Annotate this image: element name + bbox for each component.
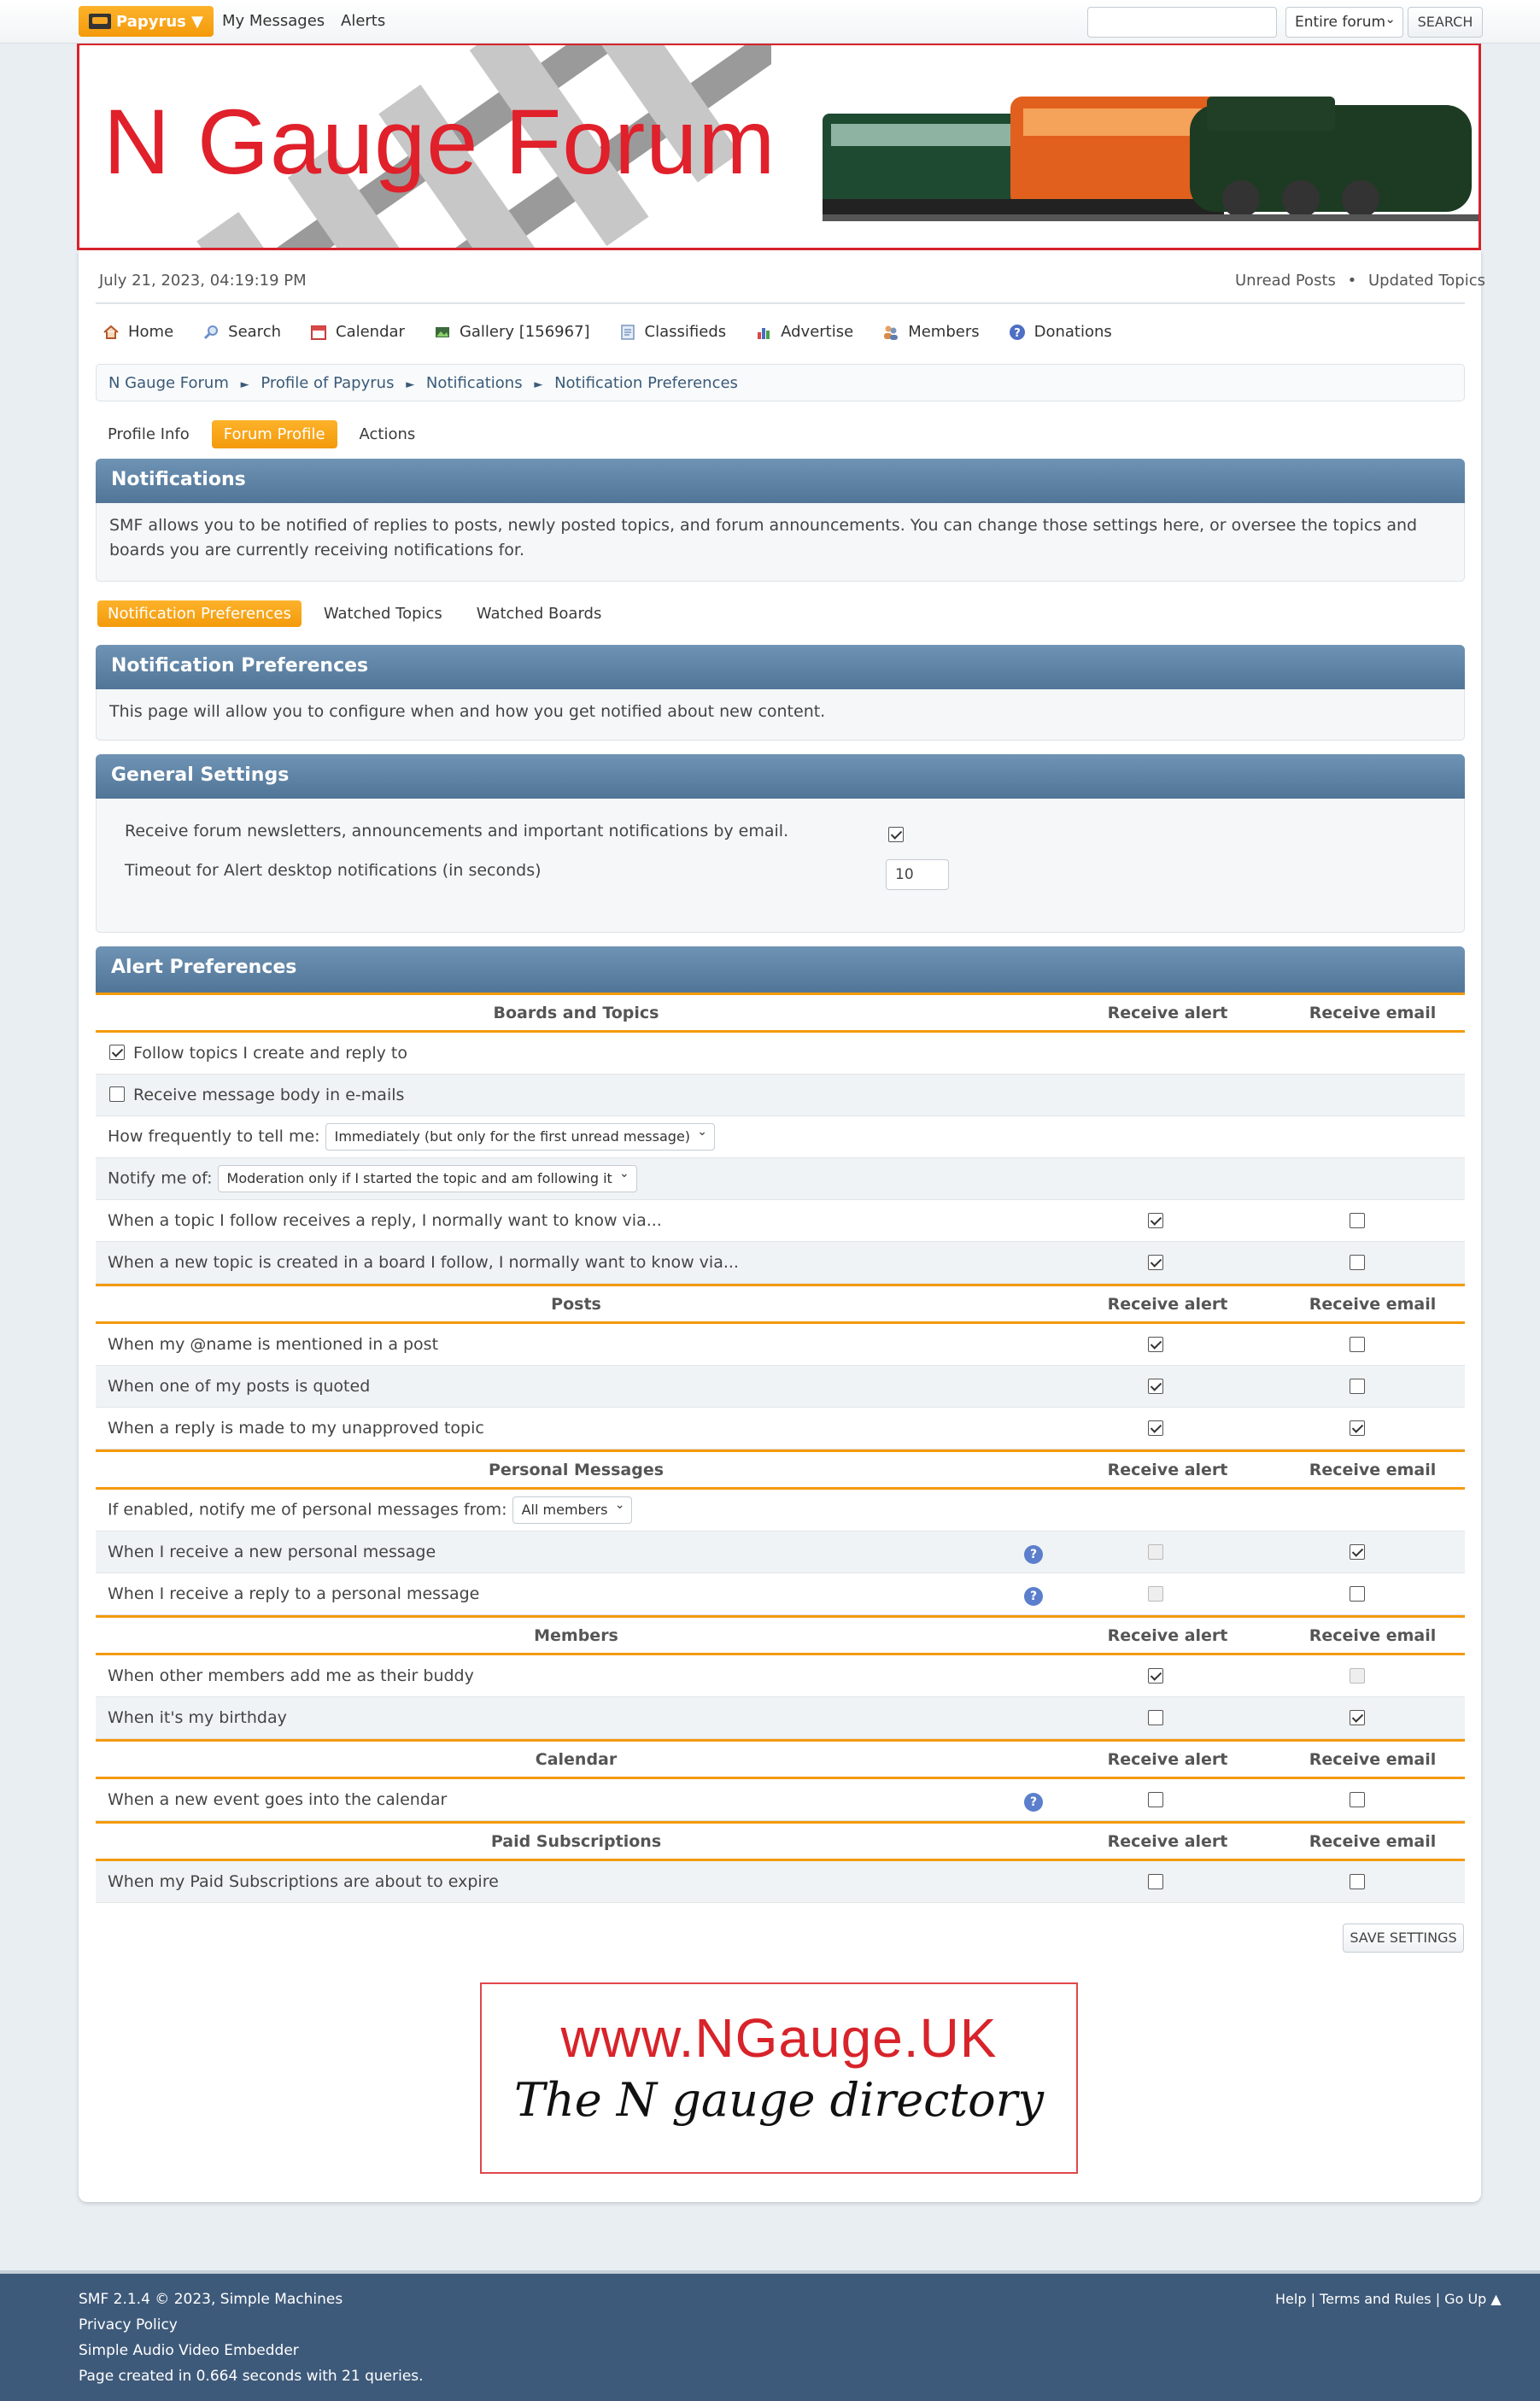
ad-tagline: The N gauge directory: [514, 2073, 1044, 2127]
timeout-label: Timeout for Alert desktop notifications (in seconds): [125, 861, 542, 880]
col-receive-alert: Receive alert: [1107, 1832, 1228, 1851]
section-header-posts: [96, 1284, 1465, 1324]
table-row: [96, 1490, 1465, 1531]
unapproved-alert-checkbox[interactable]: [1148, 1420, 1163, 1436]
embedder-link[interactable]: Simple Audio Video Embedder: [79, 2342, 299, 2359]
breadcrumb-sep: ►: [406, 378, 415, 391]
breadcrumb-sep: ►: [240, 378, 249, 391]
user-menu-button[interactable]: [79, 6, 214, 37]
table-row: [96, 1116, 1465, 1158]
topic-reply-alert-checkbox[interactable]: [1148, 1213, 1163, 1228]
footer-links: Help | Terms and Rules | Go Up ▲: [1275, 2291, 1502, 2307]
follow-topics-checkbox[interactable]: [109, 1045, 125, 1060]
menu-home-label: Home: [128, 323, 174, 341]
search-icon: [202, 324, 220, 341]
table-row: [96, 1324, 1465, 1366]
alert-preferences-table: [96, 993, 1465, 1903]
table-row: [96, 1075, 1465, 1116]
breadcrumb: [96, 364, 1465, 401]
section-header-boards: [96, 993, 1465, 1033]
menu-search[interactable]: [202, 323, 281, 341]
breadcrumb-sep: ►: [534, 378, 543, 391]
breadcrumb-notifications[interactable]: Notifications: [425, 374, 523, 392]
table-row: [96, 1531, 1465, 1573]
birthday-label: When it's my birthday: [108, 1708, 287, 1727]
my-messages-link[interactable]: My Messages: [222, 12, 325, 30]
notify-option: [108, 1165, 637, 1192]
ngauge-uk-ad[interactable]: [480, 1982, 1078, 2174]
tab-profile-info[interactable]: Profile Info: [108, 425, 190, 443]
reply-pm-email-checkbox[interactable]: [1350, 1586, 1365, 1602]
col-receive-alert: Receive alert: [1107, 1004, 1228, 1022]
updated-topics-link[interactable]: Updated Topics: [1367, 272, 1485, 290]
mention-label: When my @name is mentioned in a post: [108, 1335, 439, 1354]
paid-heading: Paid Subscriptions: [490, 1832, 662, 1851]
col-receive-email: Receive email: [1309, 1750, 1437, 1769]
help-link[interactable]: Help: [1275, 2291, 1307, 2307]
table-row: [96, 1242, 1465, 1284]
alert-preferences-header: Alert Preferences: [96, 946, 1465, 993]
home-icon: [102, 324, 120, 341]
classifieds-icon: [619, 324, 636, 341]
message-body-checkbox[interactable]: [109, 1086, 125, 1102]
menu-members-label: Members: [908, 323, 980, 341]
banner-title: N Gauge Forum: [103, 90, 776, 193]
new-topic-label: When a new topic is created in a board I follow, I normally want to know via...: [108, 1253, 739, 1272]
tab-notification-preferences[interactable]: Notification Preferences: [97, 600, 302, 627]
tab-watched-topics[interactable]: Watched Topics: [323, 605, 442, 623]
menu-members[interactable]: [882, 323, 979, 341]
buddy-label: When other members add me as their buddy: [108, 1666, 474, 1685]
help-icon[interactable]: ?: [1024, 1545, 1043, 1564]
notify-label: Notify me of:: [108, 1168, 213, 1188]
save-settings-button[interactable]: SAVE SETTINGS: [1343, 1924, 1464, 1953]
alerts-link[interactable]: Alerts: [341, 12, 386, 30]
trains-image: [814, 71, 1480, 233]
section-header-paid: [96, 1821, 1465, 1861]
preferences-header: Notification Preferences: [96, 645, 1465, 689]
col-receive-email: Receive email: [1309, 1295, 1437, 1314]
user-name: Papyrus ▼: [116, 12, 203, 31]
new-topic-email-checkbox[interactable]: [1350, 1255, 1365, 1270]
breadcrumb-forum[interactable]: N Gauge Forum: [108, 374, 229, 392]
col-receive-email: Receive email: [1309, 1832, 1437, 1851]
table-row: [96, 1366, 1465, 1408]
gallery-icon: [434, 324, 451, 341]
preferences-description: This page will allow you to configure when and how you get notified about new content.: [96, 689, 1465, 741]
unread-posts-link[interactable]: Unread Posts: [1235, 272, 1336, 290]
mention-email-checkbox[interactable]: [1350, 1337, 1365, 1352]
col-receive-email: Receive email: [1309, 1626, 1437, 1645]
menu-classifieds-label: Classifieds: [644, 323, 727, 341]
breadcrumb-current[interactable]: Notification Preferences: [554, 374, 738, 392]
smf-copyright[interactable]: SMF 2.1.4 © 2023, Simple Machines: [79, 2291, 343, 2308]
avatar: [89, 14, 111, 29]
current-datetime: July 21, 2023, 04:19:19 PM: [99, 272, 307, 290]
help-icon[interactable]: ?: [1024, 1587, 1043, 1606]
main-menu: [102, 323, 1112, 341]
tab-actions[interactable]: Actions: [359, 425, 416, 443]
notifications-header: Notifications: [96, 459, 1465, 503]
mention-alert-checkbox[interactable]: [1148, 1337, 1163, 1352]
col-receive-email: Receive email: [1309, 1461, 1437, 1479]
paid-alert-checkbox[interactable]: [1148, 1874, 1163, 1889]
buddy-alert-checkbox[interactable]: [1148, 1668, 1163, 1684]
forum-banner[interactable]: [77, 44, 1481, 250]
section-header-pm: [96, 1449, 1465, 1490]
topic-reply-email-checkbox[interactable]: [1350, 1213, 1365, 1228]
new-pm-alert-checkbox: [1148, 1544, 1163, 1560]
table-row: [96, 1158, 1465, 1200]
table-row: [96, 1408, 1465, 1449]
svg-text:?: ?: [1013, 326, 1021, 340]
table-row: [96, 1861, 1465, 1903]
col-receive-alert: Receive alert: [1107, 1461, 1228, 1479]
buddy-email-checkbox: [1350, 1668, 1365, 1684]
calendar-heading: Calendar: [535, 1750, 618, 1769]
table-row: [96, 1655, 1465, 1697]
profile-tabs: [96, 420, 427, 448]
table-row: [96, 1779, 1465, 1821]
privacy-policy-link[interactable]: Privacy Policy: [79, 2316, 178, 2334]
footer: [0, 2270, 1540, 2401]
menu-donations-label: Donations: [1033, 323, 1112, 341]
search-input[interactable]: [1087, 7, 1277, 38]
menu-search-label: Search: [228, 323, 281, 341]
quick-links: [1235, 272, 1485, 290]
breadcrumb-profile[interactable]: Profile of Papyrus: [261, 374, 395, 392]
col-receive-email: Receive email: [1309, 1004, 1437, 1022]
follow-topics-option: [108, 1044, 407, 1063]
frequency-option: [108, 1123, 715, 1151]
section-header-calendar: [96, 1739, 1465, 1779]
table-row: [96, 1573, 1465, 1615]
members-heading: Members: [534, 1626, 618, 1645]
birthday-email-checkbox[interactable]: [1350, 1710, 1365, 1725]
pm-from-select[interactable]: All members ⌄: [512, 1496, 633, 1524]
quoted-email-checkbox[interactable]: [1350, 1379, 1365, 1394]
birthday-alert-checkbox[interactable]: [1148, 1710, 1163, 1725]
menu-calendar[interactable]: [310, 323, 405, 341]
tab-watched-boards[interactable]: Watched Boards: [476, 605, 602, 623]
chart-icon: [755, 324, 772, 341]
divider: [96, 302, 1465, 304]
paid-expire-label: When my Paid Subscriptions are about to expire: [108, 1872, 499, 1891]
unapproved-email-checkbox[interactable]: [1350, 1420, 1365, 1436]
reply-pm-label: When I receive a reply to a personal message: [108, 1584, 480, 1603]
menu-home[interactable]: [102, 323, 173, 341]
pm-heading: Personal Messages: [488, 1461, 665, 1479]
frequency-label: How frequently to tell me:: [108, 1127, 320, 1146]
calendar-alert-checkbox[interactable]: [1148, 1792, 1163, 1807]
pm-from-option: [108, 1496, 632, 1524]
menu-gallery-label: Gallery [156967]: [459, 323, 590, 341]
menu-calendar-label: Calendar: [336, 323, 405, 341]
col-receive-alert: Receive alert: [1107, 1295, 1228, 1314]
table-row: [96, 1697, 1465, 1739]
table-row: [96, 1200, 1465, 1242]
page-stats: Page created in 0.664 seconds with 21 queries.: [79, 2368, 424, 2385]
frequency-select[interactable]: Immediately (but only for the first unread message) ⌄: [325, 1123, 715, 1151]
new-pm-email-checkbox[interactable]: [1350, 1544, 1365, 1560]
ad-url: www.NGauge.UK: [560, 2007, 998, 2069]
pm-from-label: If enabled, notify me of personal messages from:: [108, 1500, 507, 1520]
message-body-option: [108, 1086, 404, 1104]
terms-link[interactable]: Terms and Rules: [1320, 2291, 1432, 2307]
newsletter-checkbox[interactable]: [888, 827, 904, 842]
col-receive-alert: Receive alert: [1107, 1750, 1228, 1769]
col-receive-alert: Receive alert: [1107, 1626, 1228, 1645]
calendar-email-checkbox[interactable]: [1350, 1792, 1365, 1807]
topic-reply-label: When a topic I follow receives a reply, I normally want to know via...: [108, 1211, 662, 1230]
table-row: [96, 1033, 1465, 1075]
top-bar: [0, 0, 1540, 44]
message-body-label: Receive message body in e-mails: [133, 1086, 405, 1104]
unapproved-label: When a reply is made to my unapproved topic: [108, 1419, 484, 1438]
new-topic-alert-checkbox[interactable]: [1148, 1255, 1163, 1270]
menu-donations[interactable]: [1009, 323, 1112, 341]
new-pm-label: When I receive a new personal message: [108, 1543, 436, 1561]
newsletter-label: Receive forum newsletters, announcements and important notifications by email.: [125, 822, 789, 840]
members-icon: [882, 324, 899, 341]
quoted-alert-checkbox[interactable]: [1148, 1379, 1163, 1394]
reply-pm-alert-checkbox: [1148, 1586, 1163, 1602]
tab-forum-profile[interactable]: Forum Profile: [212, 420, 337, 448]
separator-dot: •: [1347, 272, 1357, 290]
timeout-input[interactable]: 10: [886, 859, 949, 890]
menu-advertise[interactable]: [755, 323, 853, 341]
search-button[interactable]: SEARCH: [1408, 7, 1483, 38]
quoted-label: When one of my posts is quoted: [108, 1377, 371, 1396]
general-settings-header: General Settings: [96, 754, 1465, 799]
calendar-event-label: When a new event goes into the calendar: [108, 1790, 448, 1809]
menu-classifieds[interactable]: [619, 323, 727, 341]
section-header-members: [96, 1615, 1465, 1655]
go-up-link[interactable]: Go Up ▲: [1444, 2291, 1502, 2307]
notifications-description: SMF allows you to be notified of replies to posts, newly posted topics, and forum announcements. You can change those settings here, or oversee the topics and boards you are currently receiving notifications for.: [96, 503, 1465, 582]
calendar-icon: [310, 324, 327, 341]
search-scope-select[interactable]: Entire forum ⌄: [1285, 7, 1403, 38]
help-icon[interactable]: ?: [1024, 1793, 1043, 1812]
menu-gallery[interactable]: [434, 323, 590, 341]
help-icon: [1009, 324, 1026, 341]
menu-advertise-label: Advertise: [781, 323, 854, 341]
posts-heading: Posts: [551, 1295, 601, 1314]
notification-subtabs: [97, 600, 613, 628]
follow-topics-label: Follow topics I create and reply to: [133, 1044, 407, 1063]
paid-email-checkbox[interactable]: [1350, 1874, 1365, 1889]
boards-heading: Boards and Topics: [493, 1004, 659, 1022]
notify-select[interactable]: Moderation only if I started the topic and am following it ⌄: [218, 1165, 637, 1192]
